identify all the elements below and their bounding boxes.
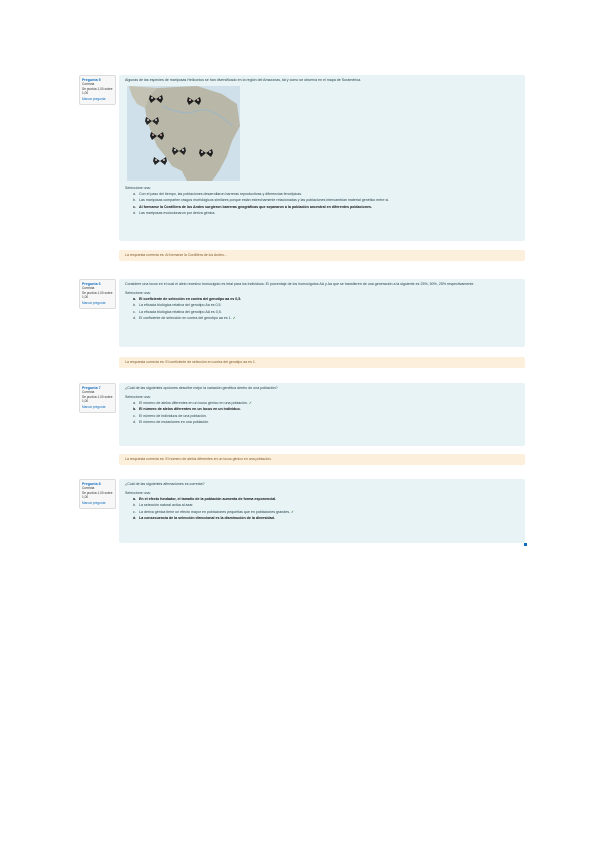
butterfly-icon (187, 96, 201, 106)
question-text: ¿Cuál de las siguientes opciones describe mejor la variación genética dentro de una población? (125, 386, 278, 390)
resize-handle-icon[interactable] (524, 543, 527, 546)
feedback-box: La respuesta correcta es: El coeficiente de selección en contra del genotipo aa es 1. (119, 357, 525, 368)
correct-check-icon: ✓ (291, 509, 295, 514)
option-letter: d. (133, 419, 136, 424)
option-text: En el efecto fundador, el tamaño de la población aumenta de forma exponencial. (139, 497, 277, 501)
butterfly-icon (150, 131, 164, 141)
option-letter: c. (133, 204, 136, 209)
question-content (119, 383, 525, 446)
question-info (79, 383, 116, 413)
question-status: Correcta (82, 286, 95, 291)
butterfly-icon (145, 116, 159, 126)
option-letter: a. (133, 497, 136, 501)
flag-question-link[interactable]: Marcar pregunta (82, 404, 106, 409)
select-label: Seleccione una: (125, 186, 151, 190)
question-number: Pregunta 7 (82, 386, 101, 390)
option-text: Las mariposas comparten rasgos morfológicos similares porque están estrechamente relacionadas y las poblaciones intercambian material genético entre sí. (139, 198, 390, 203)
option-text: Las mariposas evolucionaron por deriva génica. (139, 210, 216, 215)
map-graphic (127, 86, 240, 181)
option-text: La deriva génica tiene un efecto mayor en poblaciones pequeñas que en poblaciones grandes. (139, 509, 291, 514)
correct-check-icon: ✓ (232, 315, 236, 320)
flag-question-link[interactable]: Marcar pregunta (82, 500, 106, 505)
question-number: Pregunta 6 (82, 282, 101, 286)
select-label: Seleccione una: (125, 491, 151, 495)
question-status: Correcta (82, 82, 95, 87)
question-number: Pregunta 5 (82, 78, 101, 82)
question-info (79, 479, 116, 509)
option-letter: c. (133, 509, 136, 514)
question-mark: Se puntúa 1,00 sobre 1,00 (82, 86, 113, 95)
feedback-box: La respuesta correcta es: El número de alelos diferentes en un locus génico en una población. (119, 454, 525, 465)
question-info (79, 75, 116, 105)
answer-options (125, 496, 519, 521)
option-text: La consecuencia de la selección direccional es la disminución de la diversidad. (139, 515, 275, 520)
flag-question-link[interactable]: Marcar pregunta (82, 300, 106, 305)
flag-question-link[interactable]: Marcar pregunta (82, 96, 106, 101)
butterfly-icon (149, 94, 163, 104)
answer-options (125, 296, 519, 321)
option-letter: d. (133, 210, 136, 215)
answer-options (125, 400, 519, 425)
option-text: El número de mutaciones en una población. (139, 419, 210, 424)
question-mark: Se puntúa 1,00 sobre 1,00 (82, 490, 113, 499)
option-text: El coeficiente de selección en contra del genotipo aa es 0,5. (139, 297, 242, 301)
question-content (119, 279, 525, 347)
answer-option-d[interactable] (133, 210, 519, 216)
option-letter: a. (133, 401, 136, 405)
question-mark: Se puntúa 1,00 sobre 1,00 (82, 394, 113, 403)
option-text: La selección natural actúa al azar. (139, 503, 194, 508)
answer-option-d[interactable] (133, 515, 519, 521)
south-america-map (127, 86, 240, 181)
option-text: El coeficiente de selección en contra del genotipo aa es 1. (139, 315, 232, 320)
question-status: Correcta (82, 390, 95, 395)
option-letter: b. (133, 198, 136, 203)
option-letter: d. (133, 315, 136, 320)
option-letter: b. (133, 407, 137, 412)
question-number: Pregunta 8 (82, 482, 101, 486)
option-text: El número de individuos de una población. (139, 413, 207, 418)
select-label: Seleccione una: (125, 395, 151, 399)
question-mark: Se puntúa 1,00 sobre 1,00 (82, 290, 113, 299)
question-status: Correcta (82, 486, 95, 491)
option-letter: c. (133, 309, 136, 314)
question-text: Algunas de las especies de mariposas Heliconius se han diversificado en la región del Amazonas, tal y como se observa en el mapa de Suramérica. (125, 78, 362, 82)
option-letter: a. (133, 192, 136, 196)
question-text: Considere una locus en el cual el alelo recesivo homocigoto es letal para los individuos. El porcentaje de los homocigotos AA y Aa que se transfieren de una generación a la siguiente es 25%, 50%, 25% respectivamente. (125, 282, 475, 286)
question-content (119, 75, 525, 241)
option-text: El número de alelos diferentes en un locus génico en una población. (139, 401, 248, 405)
option-text: El número de alelos diferentes en un locus en un individuo. (139, 407, 241, 412)
select-label: Seleccione una: (125, 291, 151, 295)
correct-check-icon: ✓ (248, 401, 252, 405)
option-text: La eficacia biológica relativa del genotipo Aa es 0,5. (139, 303, 222, 308)
butterfly-icon (199, 148, 213, 158)
option-letter: c. (133, 413, 136, 418)
option-letter: b. (133, 303, 136, 308)
option-text: Con el paso del tiempo, las poblaciones desarrollaron barreras reproductivas y diferencias fenotípicas. (139, 192, 303, 196)
answer-option-d[interactable] (133, 315, 519, 321)
option-letter: d. (133, 515, 137, 520)
option-text: La eficacia biológica relativa del genotipo AA es 0,5. (139, 309, 222, 314)
question-info (79, 279, 116, 309)
question-content (119, 479, 525, 543)
option-letter: b. (133, 503, 136, 508)
option-letter: a. (133, 297, 136, 301)
answer-options (125, 191, 519, 216)
option-text: Al formarse la Cordillera de los Andes surgieron barreras geográficas que separaron a la población ancestral en diferentes poblaciones. (139, 204, 372, 209)
feedback-box: La respuesta correcta es: Al formarse la Cordillera de los Andes... (119, 250, 525, 261)
butterfly-icon (172, 146, 186, 156)
answer-option-d[interactable] (133, 419, 519, 425)
question-text: ¿Cuál de las siguientes afirmaciones es correcta? (125, 482, 205, 486)
butterfly-icon (153, 156, 167, 166)
